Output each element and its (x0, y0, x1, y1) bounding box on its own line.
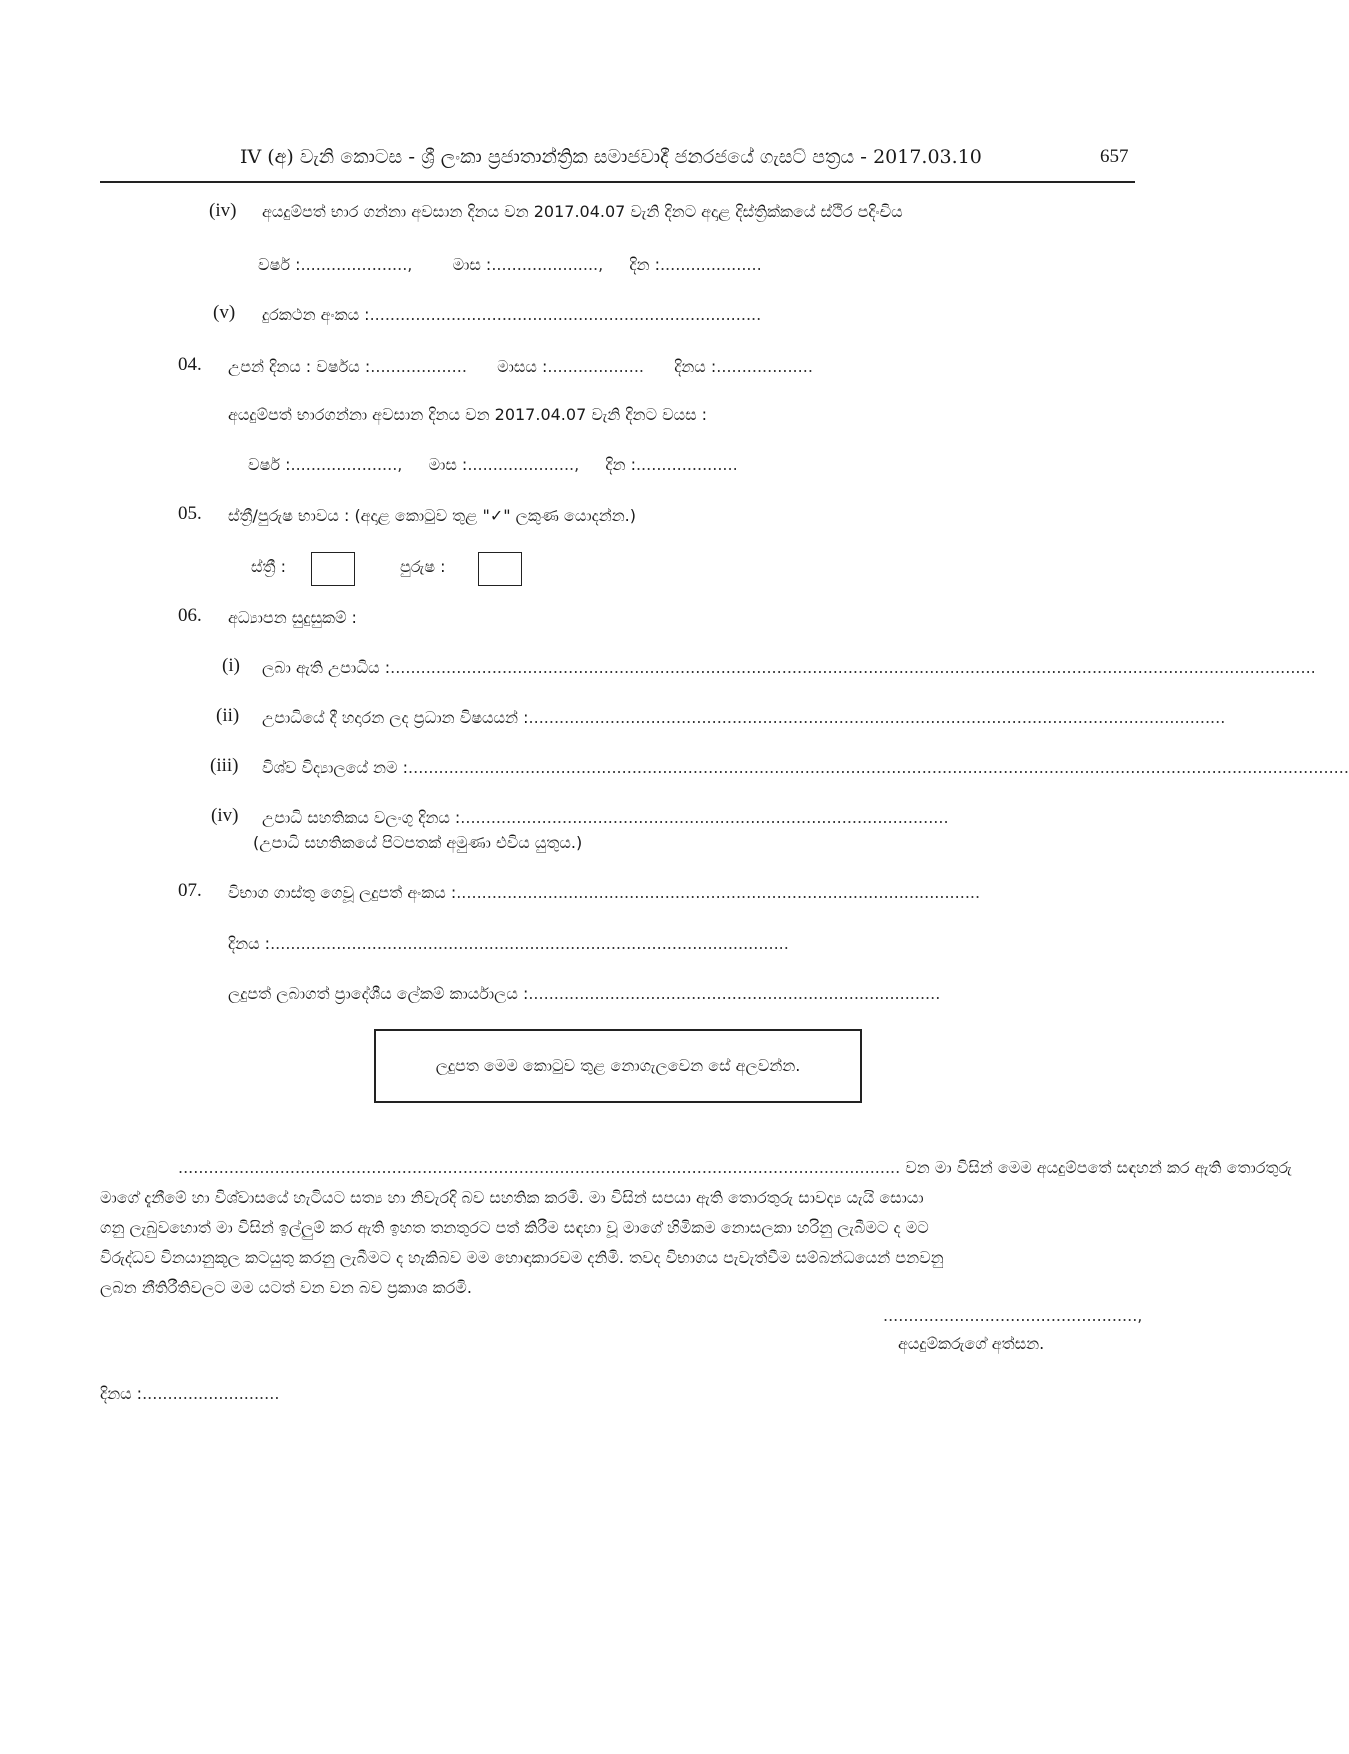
receipt-paste-instruction: ලදුපත මෙම කොටුව තුළ නොගැලවෙන සේ අලවන්න. (435, 1056, 801, 1075)
education-item-num: (iv) (211, 805, 239, 826)
male-label: පුරුෂ : (400, 557, 446, 576)
subjects-field: උපාධියේ දී හදාරන ලද ප්‍රධාන විෂයයන් :......................................................................................................................................... (262, 708, 1226, 727)
education-note: (උපාධි සහතිකයේ පිටපතක් අමුණා එවිය යුතුය.) (253, 833, 583, 852)
degree-field: ලබා ඇති උපාධිය :...................................................................................................................................................................................... (262, 658, 1316, 677)
residence-label: අයදුම්පත් භාර ගන්නා අවසාන දිනය වන 2017.04.07 වැනි දිනට අදාළ දිස්ත්‍රික්කයේ ස්ථිර පදිංචිය (262, 202, 903, 221)
female-label: ස්ත්‍රී : (251, 557, 286, 576)
fee-num: 07. (178, 880, 202, 901)
gender-label: ස්ත්‍රී/පුරුෂ භාවය : (අදාළ කොටුව තුළ "✓" ලකුණ යොදන්න.) (228, 506, 637, 525)
receipt-date-field: දිනය :...................................................................................................... (228, 934, 789, 953)
declaration-line-5: ලබන නීතිරීතිවලට මම යටත් වන වන බව ප්‍රකාශ කරමි. (100, 1278, 472, 1297)
male-checkbox[interactable] (478, 552, 522, 586)
header-part: IV (අ) වැනි කොටස (240, 146, 403, 168)
gender-num: 05. (178, 503, 202, 524)
residence-date-row: වර්ෂ :....................., මාස :....................., දින :.................... (258, 255, 762, 274)
education-num: 06. (178, 605, 202, 626)
education-label: අධ්‍යාපන සුදුසුකම් : (228, 608, 357, 627)
education-item-num: (i) (222, 655, 240, 676)
declaration-line-3: ගනු ලැබුවහොත් මා විසින් ඉල්ලුම් කර ඇති ඉහත තනතුරට පත් කිරීම සඳහා වූ මාගේ හිමිකම නොසලකා හරිනු ලැබීමට ද මට (100, 1218, 929, 1237)
degree-date-field: උපාධි සහතිකය වලංගු දිනය :................................................................................................ (262, 808, 949, 827)
receipt-office-field: ලදුපත් ලබාගත් ප්‍රාදේශීය ලේකම් කාර්යාලය :................................................................................. (228, 984, 941, 1003)
phone-num: (v) (213, 302, 236, 323)
residence-num: (iv) (209, 200, 237, 221)
phone-label: දුරකථන අංකය :............................................................................. (262, 305, 762, 324)
header-date: 2017.03.10 (873, 146, 982, 168)
female-checkbox[interactable] (311, 552, 355, 586)
birth-row: උපන් දිනය : වර්ෂය :................... මාසය :................... දිනය :................... (228, 357, 813, 376)
declaration-line-2: මාගේ දැනීමේ හා විශ්වාසයේ හැටියට සත්‍ය හා නිවැරදි බව සහතික කරමි. මා විසින් සපයා ඇති තොරතුරු සාවද්‍ය යැයි සොයා (100, 1188, 924, 1207)
university-field: විශ්ව විද්‍යාලයේ නම :......................................................................................................................................................................................... (262, 758, 1349, 777)
header-title: ශ්‍රී ලංකා ප්‍රජාතාන්ත්‍රික සමාජවාදී ජනරජයේ ගැසට් පත්‍රය (421, 146, 855, 168)
signature-caption: අයදුම්කරුගේ අත්සන. (898, 1334, 1045, 1353)
signature-line: .................................................., (883, 1306, 1143, 1325)
age-label: අයදුම්පත් භාරගන්නා අවසාන දිනය වන 2017.04.07 වැනි දිනට වයස : (228, 405, 708, 424)
declaration-line-4: විරුද්ධව විනයානුකූල කටයුතු කරනු ලැබීමට ද හැකිබව මම හොඳාකාරවම දනිමි. තවද විභාගය පැවැත්වීම සම්බන්ධයෙන් පනවනු (100, 1248, 944, 1267)
education-item-num: (iii) (210, 755, 239, 776)
header: IV (අ) වැනි කොටස - ශ්‍රී ලංකා ප්‍රජාතාන්ත්‍රික සමාජවාදී ජනරජයේ ගැසට් පත්‍රය - 2017.03.10 (240, 146, 982, 168)
education-item-num: (ii) (216, 705, 240, 726)
page-number: 657 (1100, 146, 1129, 167)
footer-date-field: දිනය :........................... (100, 1384, 280, 1403)
age-row: වර්ෂ :....................., මාස :....................., දින :.................... (248, 455, 738, 474)
birth-num: 04. (178, 354, 202, 375)
declaration-line-1: .............................................................................................................................................. වන මා විසින් මෙම අයදුම්පතේ සඳහන් කර ඇති තොරතුරු (178, 1158, 1292, 1177)
header-rule (100, 181, 1135, 183)
receipt-paste-box (374, 1029, 862, 1103)
receipt-number-field: විභාග ගාස්තු ගෙවූ ලදුපත් අංකය :....................................................................................................... (228, 883, 981, 902)
